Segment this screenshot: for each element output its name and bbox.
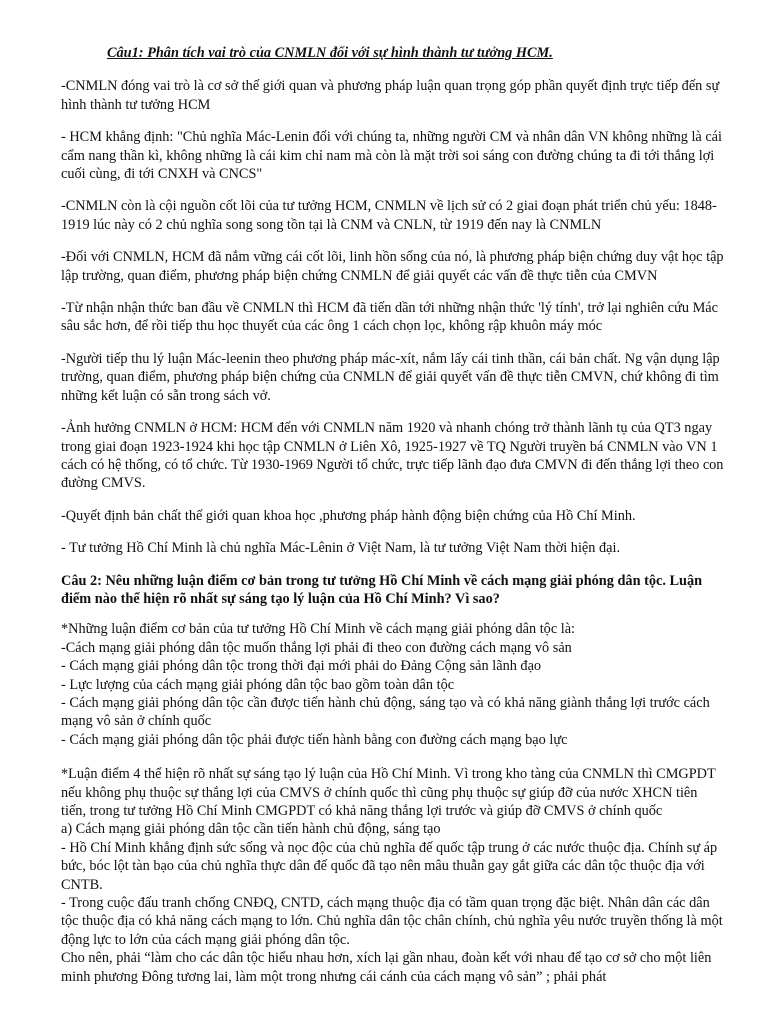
q2-explanation-line: Cho nên, phải “làm cho các dân tộc hiểu nhau hơn, xích lại gần nhau, đoàn kết với nhau để tạo cơ sở cho một liên minh phương Đông tương lai, làm một trong nhưng cái cánh của cách mạng vô sản” ; phải phát bbox=[61, 950, 712, 985]
q1-paragraph: -Ảnh hưởng CNMLN ở HCM: HCM đến với CNMLN năm 1920 và nhanh chóng trở thành lãnh tụ của QT3 ngay trong giai đoạn 1923-1924 khi học tập CNMLN ở Liên Xô, 1925-1927 về TQ Người truyền bá CNMLN vào VN 1 cách có hệ thống, có tổ chức. Từ 1930-1969 Người tổ chức, trực tiếp lãnh đạo đưa CMVN đi đến thắng lợi theo con đường CMVS. bbox=[61, 420, 724, 492]
q2-explanation-line: a) Cách mạng giải phóng dân tộc cần tiến hành chủ động, sáng tạo bbox=[61, 821, 441, 838]
document-page bbox=[61, 44, 725, 986]
q1-paragraph: -CNMLN đóng vai trò là cơ sở thế giới quan và phương pháp luận quan trọng góp phần quyết định trực tiếp đến sự hình thành tư tưởng HCM bbox=[61, 78, 720, 113]
q2-points-block bbox=[61, 620, 725, 749]
q2-point: - Cách mạng giải phóng dân tộc trong thời đại mới phải do Đảng Cộng sản lãnh đạo bbox=[61, 658, 542, 675]
q2-point: *Những luận điểm cơ bản của tư tưởng Hồ Chí Minh về cách mạng giải phóng dân tộc là: bbox=[61, 621, 576, 638]
q2-explanation-block bbox=[61, 765, 725, 986]
q1-paragraph: - HCM khẳng định: "Chủ nghĩa Mác-Lenin đối với chúng ta, những người CM và nhân dân VN không những là cái cẩm nang thần kì, không những là cái kim chỉ nam mà còn là mặt trời soi sáng con đường chúng ta đi tới thắng lợi cuối cùng, đi tới CNXH và CNCS" bbox=[61, 129, 723, 183]
q2-point: -Cách mạng giải phóng dân tộc muốn thắng lợi phải đi theo con đường cách mạng vô sản bbox=[61, 639, 572, 656]
q1-paragraph: -Quyết định bản chất thế giới quan khoa học ,phương pháp hành động biện chứng của Hồ Chí Minh. bbox=[61, 507, 636, 524]
q2-point: - Cách mạng giải phóng dân tộc cần được tiến hành chủ động, sáng tạo và có khả năng giành thắng lợi trước cách mạng vô sản ở chính quốc bbox=[61, 694, 710, 730]
q2-explanation-line: *Luận điểm 4 thể hiện rõ nhất sự sáng tạo lý luận của Hồ Chí Minh. Vì trong kho tàng của CNMLN thì CMGPDT nếu không phụ thuộc sự thắng lợi của CMVS ở chính quốc thì cũng phụ thuộc sự giúp đỡ của nước XHCN tiên tiến, trong tư tưởng Hồ Chí Minh CMGPDT có khả năng thắng lợi trước và giúp đỡ CMVS ở chính quốc bbox=[61, 766, 716, 819]
q1-paragraph: -Người tiếp thu lý luận Mác-leenin theo phương pháp mác-xít, nắm lấy cái tinh thần, cái bản chất. Ng vận dụng lập trường, quan điểm, phương pháp biện chứng của CNMLN để giải quyết vấn đề thực tiễn CMVN, chứ không đi tìm những kết luận có sẵn trong sách vở. bbox=[61, 350, 720, 404]
q1-paragraph: -Đối với CNMLN, HCM đã nắm vững cái cốt lõi, linh hồn sống của nó, là phương pháp biện chứng duy vật học tập lập trường, quan điểm, phương pháp biện chứng CNMLN để giải quyết các vấn đề thực tiễn của CMVN bbox=[61, 249, 724, 284]
question-2-title: Câu 2: Nêu những luận điểm cơ bản trong tư tưởng Hồ Chí Minh về cách mạng giải phóng dân tộc. Luận điểm nào thể hiện rõ nhất sự sáng tạo lý luận của Hồ Chí Minh? Vì sao? bbox=[61, 572, 703, 607]
q1-paragraph: - Tư tưởng Hồ Chí Minh là chủ nghĩa Mác-Lênin ở Việt Nam, là tư tưởng Việt Nam thời hiện đại. bbox=[61, 540, 621, 557]
q2-explanation-line: - Trong cuộc đấu tranh chống CNĐQ, CNTD, cách mạng thuộc địa có tầm quan trọng đặc biệt. Nhân dân các dân tộc thuộc địa có khả năng cách mạng to lớn. Chủ nghĩa dân tộc chân chính, chủ nghĩa yêu nước truyền thống là một động lực to lớn của cách mạng giải phóng dân tộc. bbox=[61, 895, 723, 948]
q1-paragraph: -Từ nhận nhận thức ban đầu về CNMLN thì HCM đã tiến dần tới những nhận thức 'lý tính', trở lại nghiên cứu Mác sâu sắc hơn, để rồi tiếp thu học thuyết của các ông 1 cách chọn lọc, không rập khuôn máy móc bbox=[61, 300, 718, 335]
q2-point: - Cách mạng giải phóng dân tộc phải được tiến hành bằng con đường cách mạng bạo lực bbox=[61, 731, 568, 748]
question-1-title: Câu1: Phân tích vai trò của CNMLN đối với sự hình thành tư tưởng HCM. bbox=[107, 45, 553, 61]
q2-explanation-line: - Hồ Chí Minh khẳng định sức sống và nọc độc của chủ nghĩa đế quốc tập trung ở các nước thuộc địa. Chính sự áp bức, bóc lột tàn bạo của chủ nghĩa thực dân đế quốc đã tạo nên mâu thuẫn gay gắt giữa các dân tộc thuộc địa với CNTB. bbox=[61, 839, 718, 893]
q1-paragraph: -CNMLN còn là cội nguồn cốt lõi của tư tưởng HCM, CNMLN về lịch sử có 2 giai đoạn phát triển chủ yếu: 1848-1919 lúc này có 2 chủ nghĩa song song tồn tại là CNM và CNLN, từ 1919 đến nay là CNMLN bbox=[61, 198, 717, 233]
q2-point: - Lực lượng của cách mạng giải phóng dân tộc bao gồm toàn dân tộc bbox=[61, 676, 455, 693]
